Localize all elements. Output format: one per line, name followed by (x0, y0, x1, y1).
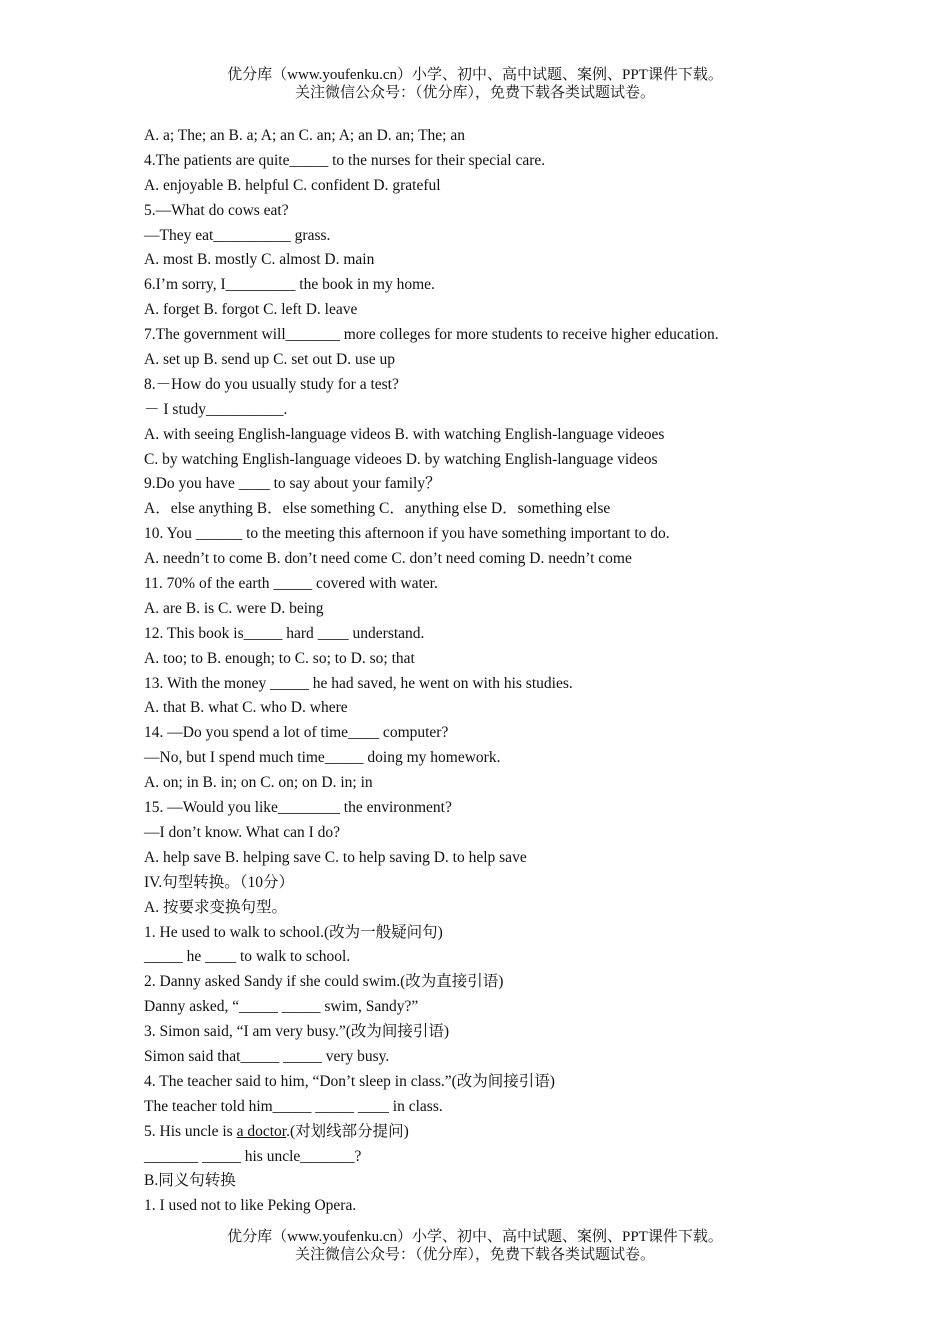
question-suffix: .(对划线部分提问) (286, 1122, 409, 1140)
header-line-1: 优分库（www.youfenku.cn）小学、初中、高中试题、案例、PPT课件下载。 (227, 67, 723, 83)
text-line: 6.I’m sorry, I_________ the book in my home. (144, 276, 435, 294)
text-line: A. enjoyable B. helpful C. confident D. grateful (144, 176, 441, 194)
text-line: 2. Danny asked Sandy if she could swim.(改为直接引语) (144, 973, 504, 991)
text-line: A. forget B. forgot C. left D. leave (144, 301, 358, 319)
text-line: A. with seeing English-language videos B. with watching English-language videoes (144, 425, 665, 443)
underlined-phrase: a doctor (236, 1122, 287, 1140)
text-line: A. set up B. send up C. set out D. use up (144, 351, 396, 369)
subsection-heading: B.同义句转换 (144, 1172, 236, 1190)
text-line: A．else anything B．else something C．anything else D．something else (144, 500, 611, 518)
text-line: A. most B. mostly C. almost D. main (144, 251, 375, 269)
text-line: 14. —Do you spend a lot of time____ computer? (144, 724, 449, 742)
text-line: A. too; to B. enough; to C. so; to D. so; that (144, 649, 415, 667)
text-line: 13. With the money _____ he had saved, he went on with his studies. (144, 674, 573, 692)
text-line: 8.－How do you usually study for a test? (144, 375, 399, 393)
text-line: 1. He used to walk to school.(改为一般疑问句) (144, 923, 443, 941)
subsection-heading: A. 按要求变换句型。 (144, 898, 287, 916)
text-line: 11. 70% of the earth _____ covered with water. (144, 575, 438, 593)
text-line: 5.—What do cows eat? (144, 201, 289, 219)
text-line: The teacher told him_____ _____ ____ in class. (144, 1097, 443, 1115)
text-line: 15. —Would you like________ the environment? (144, 799, 452, 817)
text-line: 4. The teacher said to him, “Don’t sleep in class.”(改为间接引语) (144, 1072, 555, 1090)
section-heading: IV.句型转换。（10分） (144, 873, 294, 891)
question-prefix: 5. His uncle is (144, 1122, 237, 1140)
text-line: 10. You ______ to the meeting this afternoon if you have something important to do. (144, 525, 670, 543)
text-line: A. that B. what C. who D. where (144, 699, 348, 717)
header-line-2: 关注微信公众号：（优分库），免费下载各类试题试卷。 (294, 85, 655, 101)
text-line: A. on; in B. in; on C. on; on D. in; in (144, 774, 373, 792)
document-body (144, 124, 904, 1219)
text-line: A. are B. is C. were D. being (144, 599, 324, 617)
text-line: —I don’t know. What can I do? (144, 823, 340, 841)
text-line: － I study__________. (144, 400, 288, 418)
page-header (0, 66, 950, 102)
text-line: Simon said that_____ _____ very busy. (144, 1047, 390, 1065)
text-line: A. needn’t to come B. don’t need come C. don’t need coming D. needn’t come (144, 550, 632, 568)
text-line: _____ he ____ to walk to school. (144, 948, 351, 966)
text-line: 4.The patients are quite_____ to the nurses for their special care. (144, 151, 546, 169)
text-line: Danny asked, “_____ _____ swim, Sandy?” (144, 998, 419, 1016)
text-line: A. help save B. helping save C. to help saving D. to help save (144, 848, 527, 866)
text-line: —No, but I spend much time_____ doing my homework. (144, 749, 501, 767)
page-footer (0, 1228, 950, 1264)
text-line: 7.The government will_______ more colleges for more students to receive higher education. (144, 326, 719, 344)
text-line: C. by watching English-language videoes D. by watching English-language videos (144, 450, 658, 468)
text-line: 1. I used not to like Peking Opera. (144, 1197, 357, 1215)
text-line: —They eat__________ grass. (144, 226, 331, 244)
footer-line-1: 优分库（www.youfenku.cn）小学、初中、高中试题、案例、PPT课件下载。 (227, 1229, 723, 1245)
text-line: 3. Simon said, “I am very busy.”(改为间接引语) (144, 1023, 450, 1041)
text-line: _______ _____ his uncle_______? (144, 1147, 362, 1165)
text-line: 9.Do you have ____ to say about your family？ (144, 475, 441, 493)
footer-line-2: 关注微信公众号：（优分库），免费下载各类试题试卷。 (294, 1247, 655, 1263)
text-line: 12. This book is_____ hard ____ understand. (144, 624, 425, 642)
text-line: A. a; The; an B. a; A; an C. an; A; an D. an; The; an (144, 127, 465, 144)
text-line-underlined-question (144, 1120, 904, 1145)
